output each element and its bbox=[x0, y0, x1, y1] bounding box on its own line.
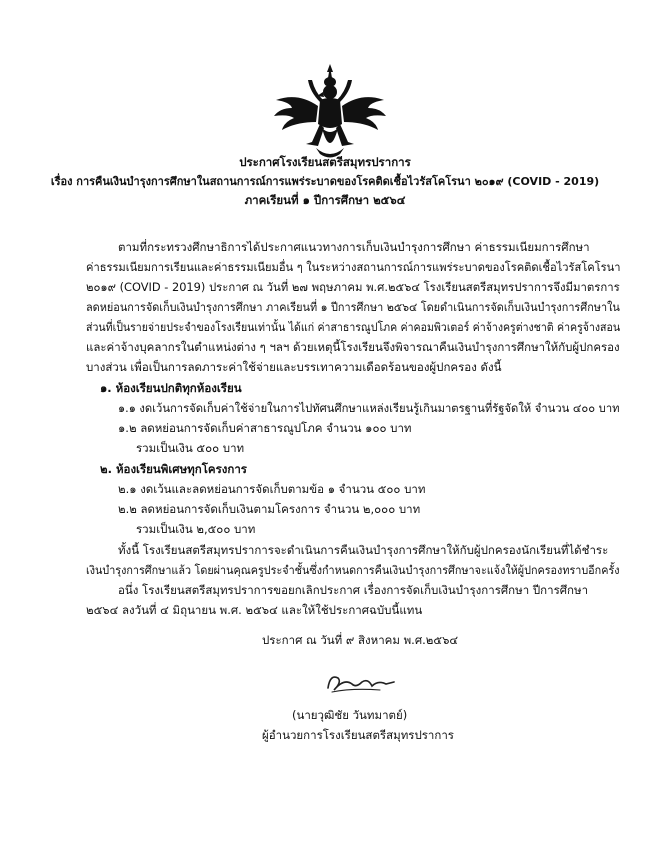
closing-line-4: ๒๕๖๔ ลงวันที่ ๔ มิถุนายน พ.ศ. ๒๕๖๔ และให้ใช้ประกาศฉบับนี้แทน bbox=[86, 603, 423, 617]
signer-position: ผู้อำนวยการโรงเรียนสตรีสมุทรปราการ bbox=[262, 728, 454, 742]
intro-line-7: บางส่วน เพื่อเป็นการลดภาระค่าใช้จ่ายและบรรเทาความเดือดร้อนของผู้ปกครอง ดังนี้ bbox=[86, 360, 502, 374]
closing-line-3: อนึ่ง โรงเรียนสตรีสมุทรปราการขอยกเลิกประกาศ เรื่องการจัดเก็บเงินบำรุงการศึกษา ปีการศึกษา bbox=[118, 583, 589, 597]
section-1-heading: ๑. ห้องเรียนปกติทุกห้องเรียน bbox=[100, 381, 242, 395]
closing-line-2: เงินบำรุงการศึกษาแล้ว โดยผ่านคุณครูประจำชั้นซึ่งกำหนดการคืนเงินบำรุงการศึกษาจะแจ้งให้ผู้ปกครองทราบอีกครั้ง bbox=[86, 563, 620, 577]
announcement-subject: เรื่อง การคืนเงินบำรุงการศึกษาในสถานการณ์การแพร่ระบาดของโรคติดเชื้อไวรัสโคโรนา ๒๐๑๙ (COVID - 2019) bbox=[50, 175, 600, 188]
intro-line-3: ๒๐๑๙ (COVID - 2019) ประกาศ ณ วันที่ ๒๗ พฤษภาคม พ.ศ.๒๕๖๔ โรงเรียนสตรีสมุทรปราการจึงมีมาตรการ bbox=[86, 280, 620, 294]
signature-icon bbox=[322, 668, 402, 698]
announcement-date: ประกาศ ณ วันที่ ๙ สิงหาคม พ.ศ.๒๕๖๔ bbox=[262, 633, 459, 647]
section-1-item-1: ๑.๑ งดเว้นการจัดเก็บค่าใช้จ่ายในการไปทัศนศึกษาแหล่งเรียนรู้เกินมาตรฐานที่รัฐจัดให้ จำนวน ๔๐๐ บาท bbox=[118, 401, 620, 415]
section-2-heading: ๒. ห้องเรียนพิเศษทุกโครงการ bbox=[100, 462, 247, 476]
section-2-item-1: ๒.๑ งดเว้นและลดหย่อนการจัดเก็บตามข้อ ๑ จำนวน ๕๐๐ บาท bbox=[118, 482, 426, 496]
intro-line-4: ลดหย่อนการจัดเก็บเงินบำรุงการศึกษา ภาคเรียนที่ ๑ ปีการศึกษา ๒๕๖๔ โดยดำเนินการจัดเก็บเงินบำรุงการศึกษาใน bbox=[86, 300, 620, 314]
section-1-item-2: ๑.๒ ลดหย่อนการจัดเก็บค่าสาธารณูปโภค จำนวน ๑๐๐ บาท bbox=[118, 421, 412, 435]
section-2-item-2: ๒.๒ ลดหย่อนการจัดเก็บเงินตามโครงการ จำนวน ๒,๐๐๐ บาท bbox=[118, 502, 421, 516]
section-1-total: รวมเป็นเงิน ๕๐๐ บาท bbox=[136, 441, 245, 455]
signer-name: (นายวุฒิชัย วันทมาตย์) bbox=[292, 708, 408, 722]
intro-line-2: ค่าธรรมเนียมการเรียนและค่าธรรมเนียมอื่น ๆ ในระหว่างสถานการณ์การแพร่ระบาดของโรคติดเชื้อไวรัสโคโรนา bbox=[86, 260, 621, 274]
announcement-title: ประกาศโรงเรียนสตรีสมุทรปราการ bbox=[239, 155, 411, 169]
intro-line-6: และค่าจ้างบุคลากรในตำแหน่งต่าง ๆ ฯลฯ ด้วยเหตุนี้โรงเรียนจึงพิจารณาคืนเงินบำรุงการศึกษาให้กับผู้ปกครอง bbox=[86, 340, 620, 354]
intro-line-1: ตามที่กระทรวงศึกษาธิการได้ประกาศแนวทางการเก็บเงินบำรุงการศึกษา ค่าธรรมเนียมการศึกษา bbox=[118, 240, 590, 254]
closing-line-1: ทั้งนี้ โรงเรียนสตรีสมุทรปราการจะดำเนินการคืนเงินบำรุงการศึกษาให้กับผู้ปกครองนักเรียนที่ได้ชำระ bbox=[118, 543, 609, 557]
announcement-term: ภาคเรียนที่ ๑ ปีการศึกษา ๒๕๖๔ bbox=[244, 193, 406, 207]
garuda-emblem-icon bbox=[270, 62, 390, 162]
section-2-total: รวมเป็นเงิน ๒,๕๐๐ บาท bbox=[136, 522, 256, 536]
intro-line-5: ส่วนที่เป็นรายจ่ายประจำของโรงเรียนเท่านั้น ได้แก่ ค่าสาธารณูปโภค ค่าคอมพิวเตอร์ ค่าจ้างครูต่างชาติ ค่าครูจ้างสอน bbox=[86, 320, 621, 334]
